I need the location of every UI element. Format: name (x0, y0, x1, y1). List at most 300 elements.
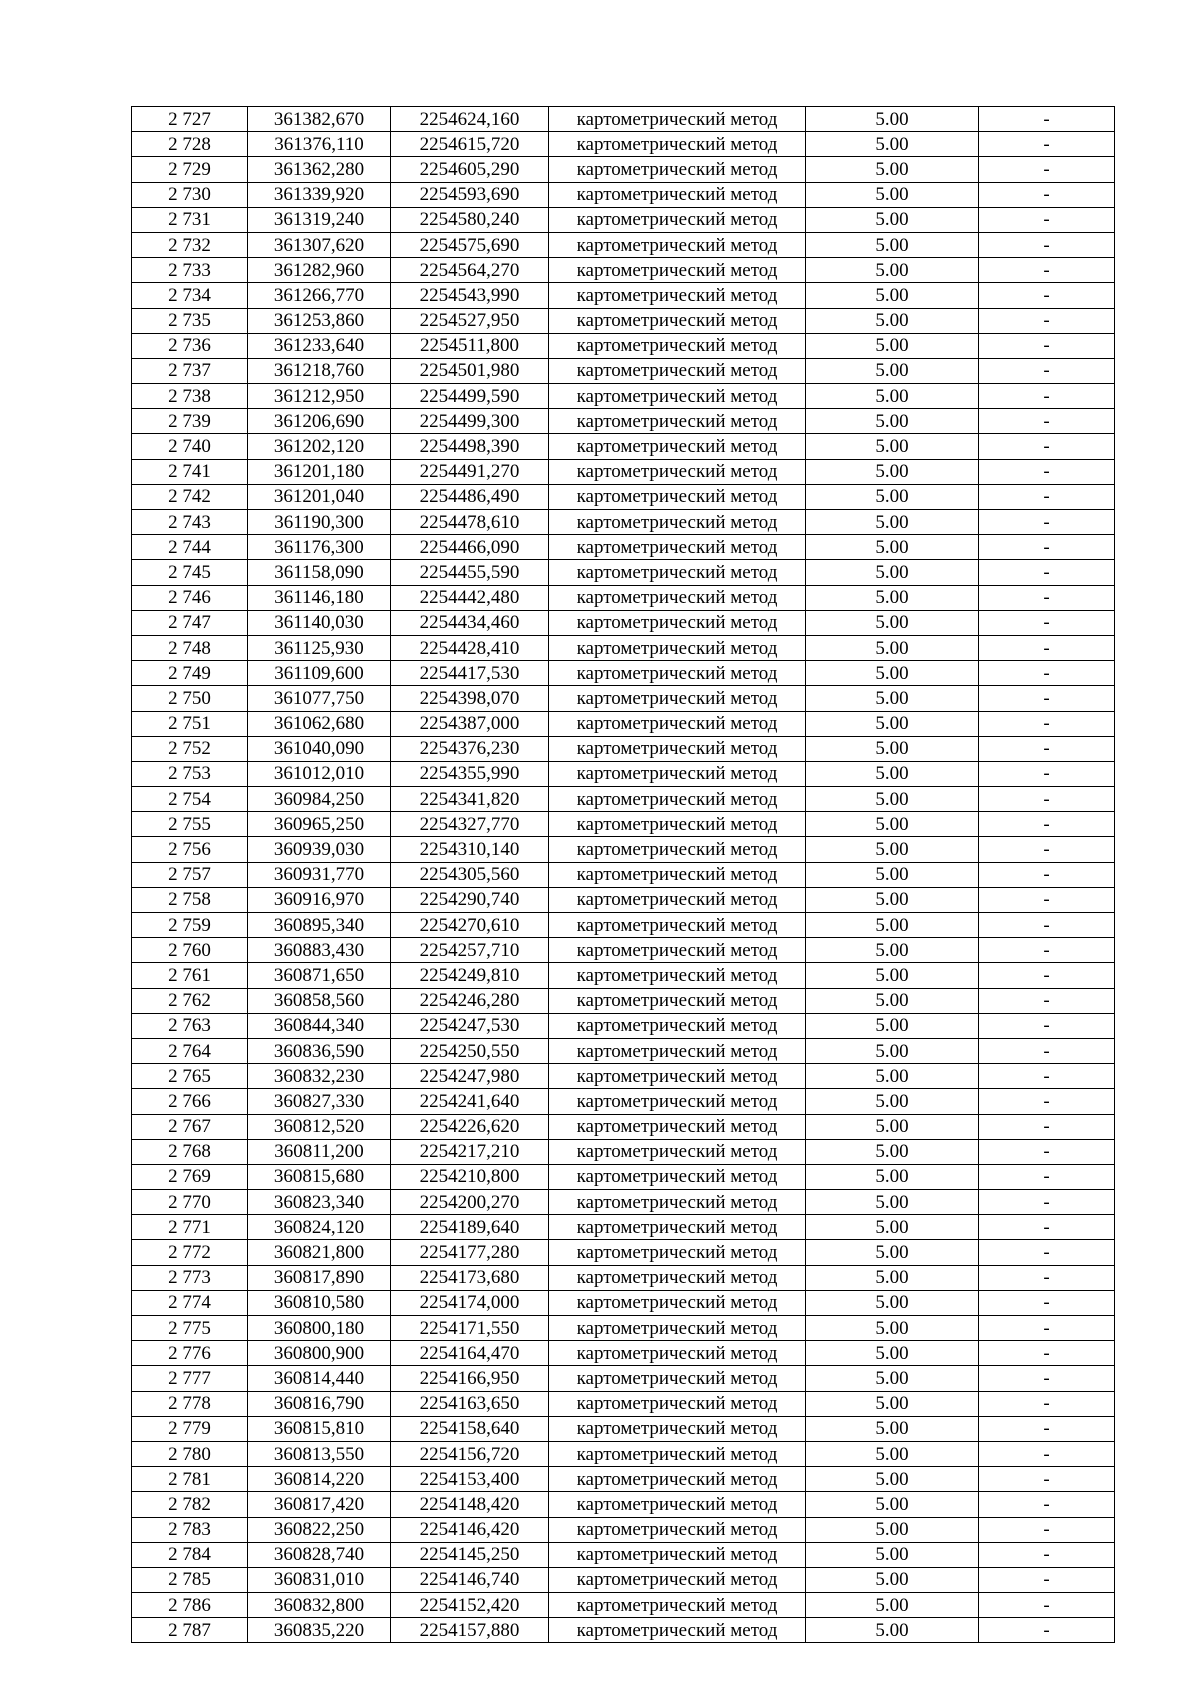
y-coordinate-cell: 2254310,140 (391, 837, 549, 862)
note-cell: - (979, 1316, 1115, 1341)
y-coordinate-cell: 2254355,990 (391, 761, 549, 786)
note-cell: - (979, 610, 1115, 635)
precision-cell: 5.00 (806, 535, 979, 560)
method-cell: картометрический метод (549, 938, 806, 963)
x-coordinate-cell: 361176,300 (248, 535, 391, 560)
y-coordinate-cell: 2254249,810 (391, 963, 549, 988)
table-row (132, 560, 1115, 585)
precision-cell: 5.00 (806, 1467, 979, 1492)
method-cell: картометрический метод (549, 258, 806, 283)
note-cell: - (979, 1290, 1115, 1315)
point-number-cell: 2 767 (132, 1114, 248, 1139)
point-number-cell: 2 747 (132, 610, 248, 635)
note-cell: - (979, 913, 1115, 938)
table-row (132, 207, 1115, 232)
method-cell: картометрический метод (549, 1618, 806, 1643)
precision-cell: 5.00 (806, 1038, 979, 1063)
y-coordinate-cell: 2254247,530 (391, 1013, 549, 1038)
precision-cell: 5.00 (806, 610, 979, 635)
y-coordinate-cell: 2254241,640 (391, 1089, 549, 1114)
method-cell: картометрический метод (549, 207, 806, 232)
point-number-cell: 2 728 (132, 132, 248, 157)
table-row (132, 283, 1115, 308)
precision-cell: 5.00 (806, 787, 979, 812)
precision-cell: 5.00 (806, 585, 979, 610)
y-coordinate-cell: 2254164,470 (391, 1341, 549, 1366)
y-coordinate-cell: 2254491,270 (391, 459, 549, 484)
precision-cell: 5.00 (806, 862, 979, 887)
table-row (132, 1467, 1115, 1492)
note-cell: - (979, 258, 1115, 283)
note-cell: - (979, 1089, 1115, 1114)
x-coordinate-cell: 361012,010 (248, 761, 391, 786)
table-row (132, 1164, 1115, 1189)
x-coordinate-cell: 360895,340 (248, 913, 391, 938)
point-number-cell: 2 787 (132, 1618, 248, 1643)
table-row (132, 837, 1115, 862)
precision-cell: 5.00 (806, 384, 979, 409)
precision-cell: 5.00 (806, 358, 979, 383)
table-row (132, 232, 1115, 257)
point-number-cell: 2 738 (132, 384, 248, 409)
table-row (132, 761, 1115, 786)
note-cell: - (979, 661, 1115, 686)
note-cell: - (979, 207, 1115, 232)
x-coordinate-cell: 361125,930 (248, 635, 391, 660)
method-cell: картометрический метод (549, 434, 806, 459)
table-row (132, 585, 1115, 610)
precision-cell: 5.00 (806, 736, 979, 761)
y-coordinate-cell: 2254173,680 (391, 1265, 549, 1290)
point-number-cell: 2 732 (132, 232, 248, 257)
y-coordinate-cell: 2254434,460 (391, 610, 549, 635)
y-coordinate-cell: 2254189,640 (391, 1215, 549, 1240)
precision-cell: 5.00 (806, 1517, 979, 1542)
note-cell: - (979, 635, 1115, 660)
precision-cell: 5.00 (806, 207, 979, 232)
x-coordinate-cell: 360821,800 (248, 1240, 391, 1265)
method-cell: картометрический метод (549, 988, 806, 1013)
table-row (132, 1618, 1115, 1643)
table-row (132, 862, 1115, 887)
point-number-cell: 2 731 (132, 207, 248, 232)
table-row (132, 409, 1115, 434)
precision-cell: 5.00 (806, 258, 979, 283)
note-cell: - (979, 182, 1115, 207)
table-row (132, 1391, 1115, 1416)
x-coordinate-cell: 361362,280 (248, 157, 391, 182)
x-coordinate-cell: 361140,030 (248, 610, 391, 635)
x-coordinate-cell: 361266,770 (248, 283, 391, 308)
y-coordinate-cell: 2254166,950 (391, 1366, 549, 1391)
note-cell: - (979, 837, 1115, 862)
y-coordinate-cell: 2254246,280 (391, 988, 549, 1013)
method-cell: картометрический метод (549, 1567, 806, 1592)
table-row (132, 1567, 1115, 1592)
x-coordinate-cell: 360827,330 (248, 1089, 391, 1114)
x-coordinate-cell: 361158,090 (248, 560, 391, 585)
table-row (132, 963, 1115, 988)
x-coordinate-cell: 361201,040 (248, 484, 391, 509)
method-cell: картометрический метод (549, 510, 806, 535)
x-coordinate-cell: 361307,620 (248, 232, 391, 257)
table-row (132, 384, 1115, 409)
table-row (132, 1265, 1115, 1290)
y-coordinate-cell: 2254376,230 (391, 736, 549, 761)
y-coordinate-cell: 2254486,490 (391, 484, 549, 509)
precision-cell: 5.00 (806, 333, 979, 358)
y-coordinate-cell: 2254575,690 (391, 232, 549, 257)
point-number-cell: 2 755 (132, 812, 248, 837)
method-cell: картометрический метод (549, 107, 806, 132)
method-cell: картометрический метод (549, 1517, 806, 1542)
method-cell: картометрический метод (549, 913, 806, 938)
y-coordinate-cell: 2254466,090 (391, 535, 549, 560)
point-number-cell: 2 784 (132, 1542, 248, 1567)
method-cell: картометрический метод (549, 1593, 806, 1618)
method-cell: картометрический метод (549, 358, 806, 383)
table-row (132, 1013, 1115, 1038)
precision-cell: 5.00 (806, 1164, 979, 1189)
precision-cell: 5.00 (806, 837, 979, 862)
method-cell: картометрический метод (549, 1290, 806, 1315)
y-coordinate-cell: 2254171,550 (391, 1316, 549, 1341)
x-coordinate-cell: 360871,650 (248, 963, 391, 988)
method-cell: картометрический метод (549, 459, 806, 484)
y-coordinate-cell: 2254290,740 (391, 887, 549, 912)
x-coordinate-cell: 360931,770 (248, 862, 391, 887)
point-number-cell: 2 745 (132, 560, 248, 585)
precision-cell: 5.00 (806, 1316, 979, 1341)
point-number-cell: 2 737 (132, 358, 248, 383)
method-cell: картометрический метод (549, 1013, 806, 1038)
note-cell: - (979, 963, 1115, 988)
method-cell: картометрический метод (549, 308, 806, 333)
table-row (132, 182, 1115, 207)
point-number-cell: 2 761 (132, 963, 248, 988)
table-row (132, 333, 1115, 358)
x-coordinate-cell: 361062,680 (248, 711, 391, 736)
y-coordinate-cell: 2254501,980 (391, 358, 549, 383)
point-number-cell: 2 757 (132, 862, 248, 887)
method-cell: картометрический метод (549, 283, 806, 308)
point-number-cell: 2 766 (132, 1089, 248, 1114)
table-row (132, 686, 1115, 711)
point-number-cell: 2 765 (132, 1064, 248, 1089)
note-cell: - (979, 862, 1115, 887)
precision-cell: 5.00 (806, 1089, 979, 1114)
y-coordinate-cell: 2254387,000 (391, 711, 549, 736)
point-number-cell: 2 777 (132, 1366, 248, 1391)
y-coordinate-cell: 2254580,240 (391, 207, 549, 232)
method-cell: картометрический метод (549, 157, 806, 182)
precision-cell: 5.00 (806, 157, 979, 182)
x-coordinate-cell: 360824,120 (248, 1215, 391, 1240)
method-cell: картометрический метод (549, 963, 806, 988)
table-row (132, 434, 1115, 459)
method-cell: картометрический метод (549, 1089, 806, 1114)
point-number-cell: 2 734 (132, 283, 248, 308)
y-coordinate-cell: 2254152,420 (391, 1593, 549, 1618)
x-coordinate-cell: 361202,120 (248, 434, 391, 459)
method-cell: картометрический метод (549, 1038, 806, 1063)
y-coordinate-cell: 2254305,560 (391, 862, 549, 887)
method-cell: картометрический метод (549, 560, 806, 585)
y-coordinate-cell: 2254174,000 (391, 1290, 549, 1315)
y-coordinate-cell: 2254158,640 (391, 1416, 549, 1441)
note-cell: - (979, 585, 1115, 610)
y-coordinate-cell: 2254163,650 (391, 1391, 549, 1416)
note-cell: - (979, 1441, 1115, 1466)
precision-cell: 5.00 (806, 635, 979, 660)
note-cell: - (979, 132, 1115, 157)
note-cell: - (979, 535, 1115, 560)
point-number-cell: 2 741 (132, 459, 248, 484)
precision-cell: 5.00 (806, 661, 979, 686)
precision-cell: 5.00 (806, 711, 979, 736)
table-row (132, 258, 1115, 283)
x-coordinate-cell: 360822,250 (248, 1517, 391, 1542)
table-row (132, 736, 1115, 761)
table-row (132, 1240, 1115, 1265)
note-cell: - (979, 938, 1115, 963)
x-coordinate-cell: 360939,030 (248, 837, 391, 862)
point-number-cell: 2 740 (132, 434, 248, 459)
point-number-cell: 2 785 (132, 1567, 248, 1592)
y-coordinate-cell: 2254428,410 (391, 635, 549, 660)
precision-cell: 5.00 (806, 308, 979, 333)
y-coordinate-cell: 2254157,880 (391, 1618, 549, 1643)
precision-cell: 5.00 (806, 1265, 979, 1290)
y-coordinate-cell: 2254499,300 (391, 409, 549, 434)
y-coordinate-cell: 2254148,420 (391, 1492, 549, 1517)
point-number-cell: 2 749 (132, 661, 248, 686)
method-cell: картометрический метод (549, 1064, 806, 1089)
precision-cell: 5.00 (806, 761, 979, 786)
method-cell: картометрический метод (549, 610, 806, 635)
point-number-cell: 2 775 (132, 1316, 248, 1341)
coordinates-table-body (132, 107, 1115, 1643)
point-number-cell: 2 739 (132, 409, 248, 434)
note-cell: - (979, 1064, 1115, 1089)
note-cell: - (979, 1164, 1115, 1189)
note-cell: - (979, 1492, 1115, 1517)
table-row (132, 107, 1115, 132)
x-coordinate-cell: 361040,090 (248, 736, 391, 761)
point-number-cell: 2 727 (132, 107, 248, 132)
precision-cell: 5.00 (806, 232, 979, 257)
y-coordinate-cell: 2254615,720 (391, 132, 549, 157)
precision-cell: 5.00 (806, 1366, 979, 1391)
table-row (132, 1517, 1115, 1542)
note-cell: - (979, 510, 1115, 535)
method-cell: картометрический метод (549, 1240, 806, 1265)
method-cell: картометрический метод (549, 1467, 806, 1492)
y-coordinate-cell: 2254341,820 (391, 787, 549, 812)
y-coordinate-cell: 2254478,610 (391, 510, 549, 535)
point-number-cell: 2 743 (132, 510, 248, 535)
x-coordinate-cell: 360812,520 (248, 1114, 391, 1139)
precision-cell: 5.00 (806, 1064, 979, 1089)
note-cell: - (979, 1618, 1115, 1643)
note-cell: - (979, 1038, 1115, 1063)
point-number-cell: 2 774 (132, 1290, 248, 1315)
x-coordinate-cell: 360817,890 (248, 1265, 391, 1290)
y-coordinate-cell: 2254177,280 (391, 1240, 549, 1265)
table-row (132, 787, 1115, 812)
x-coordinate-cell: 360965,250 (248, 812, 391, 837)
method-cell: картометрический метод (549, 887, 806, 912)
note-cell: - (979, 1567, 1115, 1592)
x-coordinate-cell: 360832,230 (248, 1064, 391, 1089)
x-coordinate-cell: 360832,800 (248, 1593, 391, 1618)
note-cell: - (979, 1542, 1115, 1567)
precision-cell: 5.00 (806, 1139, 979, 1164)
table-row (132, 938, 1115, 963)
method-cell: картометрический метод (549, 837, 806, 862)
point-number-cell: 2 730 (132, 182, 248, 207)
y-coordinate-cell: 2254156,720 (391, 1441, 549, 1466)
table-row (132, 308, 1115, 333)
method-cell: картометрический метод (549, 1542, 806, 1567)
point-number-cell: 2 735 (132, 308, 248, 333)
note-cell: - (979, 409, 1115, 434)
x-coordinate-cell: 360815,810 (248, 1416, 391, 1441)
note-cell: - (979, 1190, 1115, 1215)
x-coordinate-cell: 360831,010 (248, 1567, 391, 1592)
method-cell: картометрический метод (549, 484, 806, 509)
x-coordinate-cell: 360883,430 (248, 938, 391, 963)
y-coordinate-cell: 2254146,740 (391, 1567, 549, 1592)
note-cell: - (979, 1265, 1115, 1290)
point-number-cell: 2 736 (132, 333, 248, 358)
y-coordinate-cell: 2254327,770 (391, 812, 549, 837)
point-number-cell: 2 764 (132, 1038, 248, 1063)
method-cell: картометрический метод (549, 1341, 806, 1366)
point-number-cell: 2 751 (132, 711, 248, 736)
note-cell: - (979, 1467, 1115, 1492)
method-cell: картометрический метод (549, 1366, 806, 1391)
note-cell: - (979, 1139, 1115, 1164)
table-row (132, 510, 1115, 535)
precision-cell: 5.00 (806, 913, 979, 938)
y-coordinate-cell: 2254543,990 (391, 283, 549, 308)
method-cell: картометрический метод (549, 1215, 806, 1240)
method-cell: картометрический метод (549, 812, 806, 837)
note-cell: - (979, 1517, 1115, 1542)
note-cell: - (979, 1341, 1115, 1366)
point-number-cell: 2 742 (132, 484, 248, 509)
note-cell: - (979, 107, 1115, 132)
precision-cell: 5.00 (806, 1618, 979, 1643)
table-row (132, 1441, 1115, 1466)
note-cell: - (979, 232, 1115, 257)
precision-cell: 5.00 (806, 988, 979, 1013)
table-row (132, 1290, 1115, 1315)
point-number-cell: 2 779 (132, 1416, 248, 1441)
point-number-cell: 2 752 (132, 736, 248, 761)
table-row (132, 887, 1115, 912)
precision-cell: 5.00 (806, 1114, 979, 1139)
x-coordinate-cell: 361382,670 (248, 107, 391, 132)
precision-cell: 5.00 (806, 938, 979, 963)
x-coordinate-cell: 361201,180 (248, 459, 391, 484)
method-cell: картометрический метод (549, 1164, 806, 1189)
point-number-cell: 2 770 (132, 1190, 248, 1215)
x-coordinate-cell: 360984,250 (248, 787, 391, 812)
method-cell: картометрический метод (549, 1190, 806, 1215)
note-cell: - (979, 157, 1115, 182)
method-cell: картометрический метод (549, 182, 806, 207)
y-coordinate-cell: 2254442,480 (391, 585, 549, 610)
method-cell: картометрический метод (549, 736, 806, 761)
note-cell: - (979, 459, 1115, 484)
table-row (132, 157, 1115, 182)
x-coordinate-cell: 361077,750 (248, 686, 391, 711)
precision-cell: 5.00 (806, 963, 979, 988)
y-coordinate-cell: 2254624,160 (391, 107, 549, 132)
y-coordinate-cell: 2254398,070 (391, 686, 549, 711)
note-cell: - (979, 333, 1115, 358)
precision-cell: 5.00 (806, 1240, 979, 1265)
note-cell: - (979, 686, 1115, 711)
precision-cell: 5.00 (806, 1441, 979, 1466)
method-cell: картометрический метод (549, 1391, 806, 1416)
point-number-cell: 2 756 (132, 837, 248, 862)
point-number-cell: 2 768 (132, 1139, 248, 1164)
point-number-cell: 2 759 (132, 913, 248, 938)
precision-cell: 5.00 (806, 283, 979, 308)
precision-cell: 5.00 (806, 1593, 979, 1618)
method-cell: картометрический метод (549, 862, 806, 887)
y-coordinate-cell: 2254527,950 (391, 308, 549, 333)
y-coordinate-cell: 2254247,980 (391, 1064, 549, 1089)
point-number-cell: 2 783 (132, 1517, 248, 1542)
table-row (132, 1038, 1115, 1063)
table-row (132, 1190, 1115, 1215)
table-row (132, 1215, 1115, 1240)
x-coordinate-cell: 361206,690 (248, 409, 391, 434)
y-coordinate-cell: 2254605,290 (391, 157, 549, 182)
x-coordinate-cell: 360815,680 (248, 1164, 391, 1189)
y-coordinate-cell: 2254257,710 (391, 938, 549, 963)
precision-cell: 5.00 (806, 484, 979, 509)
note-cell: - (979, 384, 1115, 409)
point-number-cell: 2 786 (132, 1593, 248, 1618)
table-row (132, 358, 1115, 383)
point-number-cell: 2 744 (132, 535, 248, 560)
precision-cell: 5.00 (806, 1341, 979, 1366)
point-number-cell: 2 769 (132, 1164, 248, 1189)
table-row (132, 132, 1115, 157)
x-coordinate-cell: 360816,790 (248, 1391, 391, 1416)
point-number-cell: 2 773 (132, 1265, 248, 1290)
method-cell: картометрический метод (549, 711, 806, 736)
y-coordinate-cell: 2254511,800 (391, 333, 549, 358)
method-cell: картометрический метод (549, 635, 806, 660)
table-row (132, 913, 1115, 938)
precision-cell: 5.00 (806, 132, 979, 157)
precision-cell: 5.00 (806, 1391, 979, 1416)
point-number-cell: 2 776 (132, 1341, 248, 1366)
precision-cell: 5.00 (806, 434, 979, 459)
note-cell: - (979, 434, 1115, 459)
note-cell: - (979, 1240, 1115, 1265)
method-cell: картометрический метод (549, 585, 806, 610)
point-number-cell: 2 763 (132, 1013, 248, 1038)
precision-cell: 5.00 (806, 1190, 979, 1215)
point-number-cell: 2 750 (132, 686, 248, 711)
